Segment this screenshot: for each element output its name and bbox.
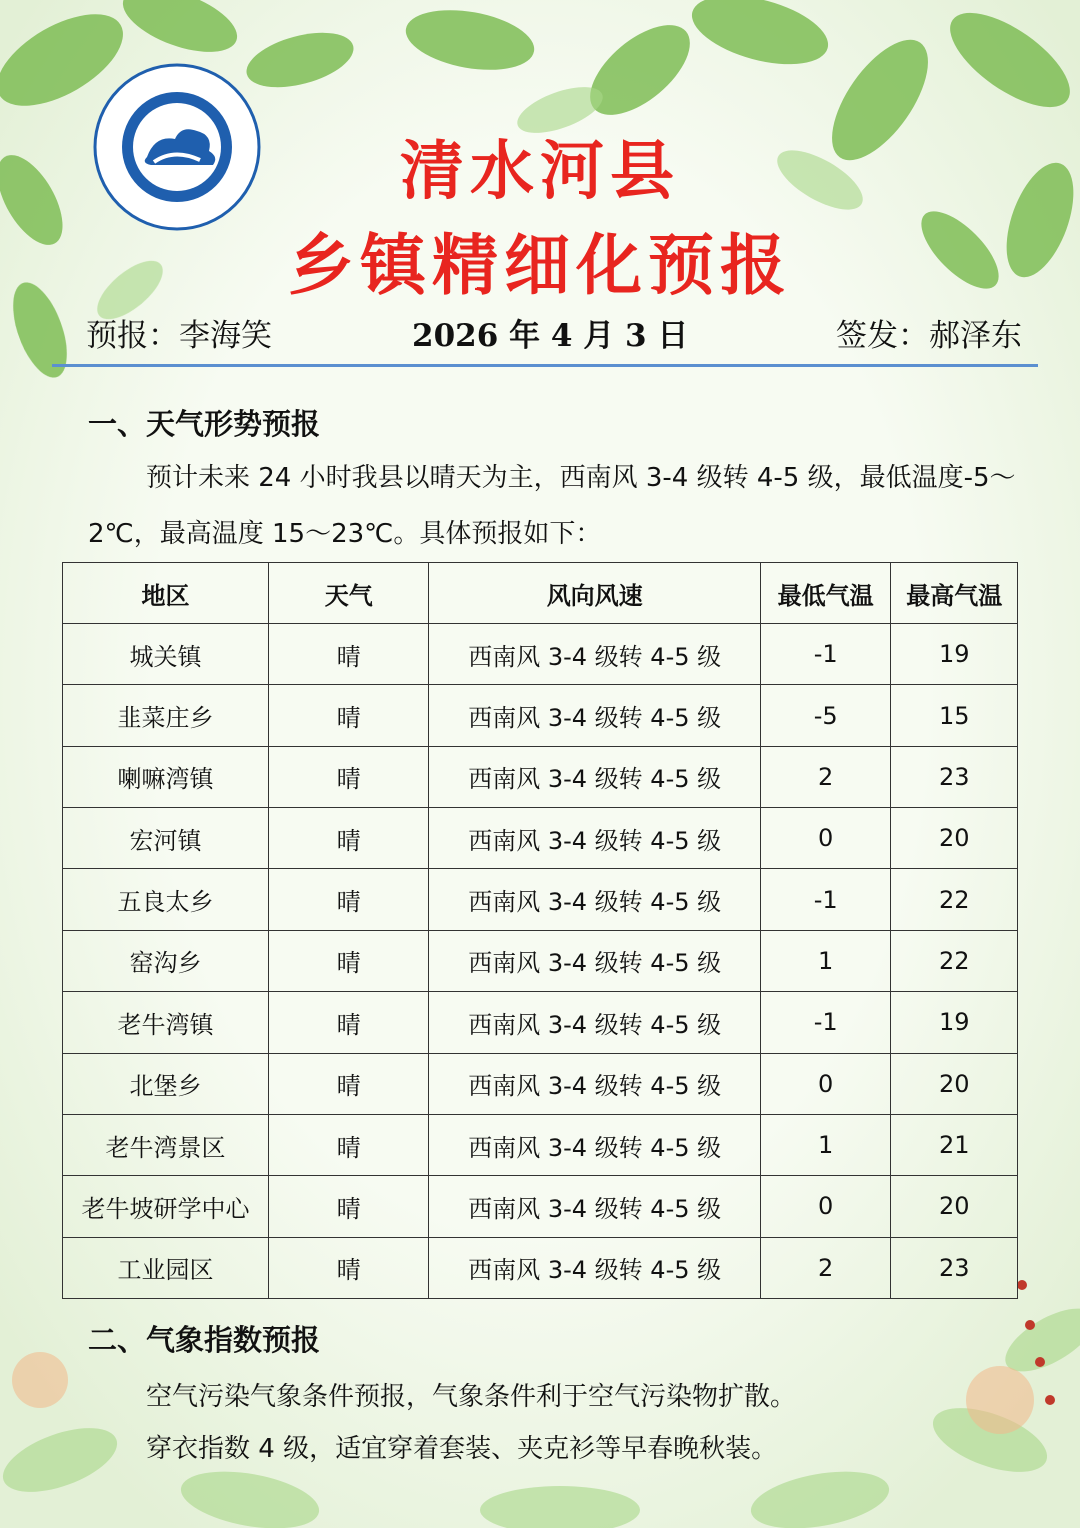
wind-cell: 西南风 3-4 级转 4-5 级 — [429, 1053, 761, 1114]
area-cell: 韭菜庄乡 — [63, 685, 269, 746]
section-heading-index: 二、气象指数预报 — [88, 1323, 321, 1357]
weather-cell: 晴 — [269, 808, 429, 869]
table-row — [63, 746, 1018, 807]
max-temp-cell: 19 — [891, 992, 1018, 1053]
table-row — [63, 1053, 1018, 1114]
column-header: 最低气温 — [760, 563, 890, 624]
report-date: 2026 年 4 月 3 日 — [412, 318, 689, 354]
min-temp-cell: 0 — [760, 1176, 890, 1237]
wind-cell: 西南风 3-4 级转 4-5 级 — [429, 869, 761, 930]
area-cell: 工业园区 — [63, 1237, 269, 1298]
min-temp-cell: -1 — [760, 992, 890, 1053]
issuer: 签发：郝泽东 — [836, 318, 1022, 354]
area-cell: 老牛坡研学中心 — [63, 1176, 269, 1237]
max-temp-cell: 20 — [891, 1053, 1018, 1114]
min-temp-cell: 0 — [760, 808, 890, 869]
wind-cell: 西南风 3-4 级转 4-5 级 — [429, 1114, 761, 1175]
weather-cell: 晴 — [269, 1237, 429, 1298]
wind-cell: 西南风 3-4 级转 4-5 级 — [429, 1237, 761, 1298]
table-row — [63, 1237, 1018, 1298]
table-row — [63, 1114, 1018, 1175]
table-header-row — [63, 563, 1018, 624]
table-row — [63, 624, 1018, 685]
air-pollution-index: 空气污染气象条件预报，气象条件利于空气污染物扩散。 — [146, 1382, 797, 1412]
weather-cell: 晴 — [269, 869, 429, 930]
min-temp-cell: 1 — [760, 1114, 890, 1175]
area-cell: 城关镇 — [63, 624, 269, 685]
header-divider — [52, 364, 1038, 367]
table-row — [63, 685, 1018, 746]
wind-cell: 西南风 3-4 级转 4-5 级 — [429, 746, 761, 807]
weather-cell: 晴 — [269, 1053, 429, 1114]
min-temp-cell: 2 — [760, 746, 890, 807]
max-temp-cell: 22 — [891, 930, 1018, 991]
wind-cell: 西南风 3-4 级转 4-5 级 — [429, 685, 761, 746]
column-header: 地区 — [63, 563, 269, 624]
min-temp-cell: 1 — [760, 930, 890, 991]
max-temp-cell: 21 — [891, 1114, 1018, 1175]
table-row — [63, 869, 1018, 930]
table-row — [63, 992, 1018, 1053]
max-temp-cell: 19 — [891, 624, 1018, 685]
min-temp-cell: -1 — [760, 869, 890, 930]
area-cell: 窑沟乡 — [63, 930, 269, 991]
area-cell: 五良太乡 — [63, 869, 269, 930]
forecast-table — [62, 562, 1018, 1299]
column-header: 风向风速 — [429, 563, 761, 624]
area-cell: 北堡乡 — [63, 1053, 269, 1114]
min-temp-cell: 2 — [760, 1237, 890, 1298]
area-cell: 老牛湾景区 — [63, 1114, 269, 1175]
weather-cell: 晴 — [269, 1176, 429, 1237]
weather-cell: 晴 — [269, 930, 429, 991]
min-temp-cell: -1 — [760, 624, 890, 685]
table-row — [63, 930, 1018, 991]
wind-cell: 西南风 3-4 级转 4-5 级 — [429, 624, 761, 685]
table-row — [63, 808, 1018, 869]
report-title-main: 乡镇精细化预报 — [288, 226, 792, 304]
area-cell: 老牛湾镇 — [63, 992, 269, 1053]
max-temp-cell: 23 — [891, 1237, 1018, 1298]
max-temp-cell: 15 — [891, 685, 1018, 746]
max-temp-cell: 20 — [891, 808, 1018, 869]
weather-summary: 预计未来 24 小时我县以晴天为主，西南风 3-4 级转 4-5 级，最低温度-5～2℃，最高温度 15～23℃。具体预报如下： — [88, 463, 1016, 549]
area-cell: 喇嘛湾镇 — [63, 746, 269, 807]
max-temp-cell: 20 — [891, 1176, 1018, 1237]
wind-cell: 西南风 3-4 级转 4-5 级 — [429, 930, 761, 991]
weather-cell: 晴 — [269, 685, 429, 746]
area-cell: 宏河镇 — [63, 808, 269, 869]
weather-cell: 晴 — [269, 746, 429, 807]
min-temp-cell: -5 — [760, 685, 890, 746]
column-header: 天气 — [269, 563, 429, 624]
weather-cell: 晴 — [269, 1114, 429, 1175]
min-temp-cell: 0 — [760, 1053, 890, 1114]
report-meta — [86, 310, 1022, 354]
wind-cell: 西南风 3-4 级转 4-5 级 — [429, 1176, 761, 1237]
report-title-county: 清水河县 — [400, 134, 680, 209]
weather-cell: 晴 — [269, 624, 429, 685]
forecaster: 预报：李海笑 — [86, 318, 272, 354]
section-heading-weather: 一、天气形势预报 — [88, 407, 321, 441]
column-header: 最高气温 — [891, 563, 1018, 624]
wind-cell: 西南风 3-4 级转 4-5 级 — [429, 992, 761, 1053]
max-temp-cell: 22 — [891, 869, 1018, 930]
clothing-index: 穿衣指数 4 级，适宜穿着套装、夹克衫等早春晚秋装。 — [146, 1434, 778, 1464]
wind-cell: 西南风 3-4 级转 4-5 级 — [429, 808, 761, 869]
weather-cell: 晴 — [269, 992, 429, 1053]
table-row — [63, 1176, 1018, 1237]
max-temp-cell: 23 — [891, 746, 1018, 807]
